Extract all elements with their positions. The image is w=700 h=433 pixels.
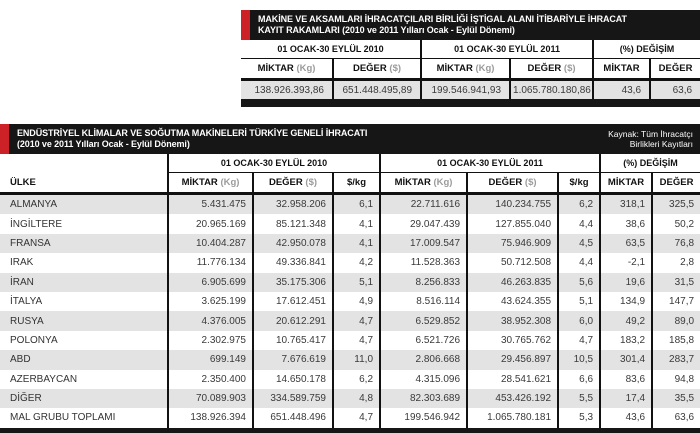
value-cell: 127.855.040 — [467, 214, 558, 233]
value-cell: 11,0 — [333, 350, 380, 369]
table-row — [0, 311, 700, 330]
value-cell: 5,1 — [333, 273, 380, 292]
column-header-row — [241, 59, 700, 80]
per-kg-2011-header: $/kg — [558, 173, 600, 194]
value-cell: 4,4 — [558, 214, 600, 233]
value-cell: 29.456.897 — [467, 350, 558, 369]
value-cell: 38.952.308 — [467, 311, 558, 330]
source-note — [604, 127, 700, 152]
table-row — [0, 389, 700, 408]
value-cell: 5.431.475 — [168, 194, 253, 215]
country-cell: İRAN — [10, 276, 34, 288]
value-cell: 83,6 — [600, 370, 652, 389]
title-line-2: KAYIT RAKAMLARI (2010 ve 2011 Yılları Ocak - Eylül Dönemi) — [258, 25, 515, 35]
value-cell: 4,4 — [558, 253, 600, 272]
table-row — [0, 234, 700, 253]
value-cell: 4.315.096 — [380, 370, 467, 389]
table-row — [0, 273, 700, 292]
value-cell: 49.336.841 — [253, 253, 333, 272]
miktar-2011-header: MİKTAR (Kg) — [421, 59, 510, 80]
value-cell: 183,2 — [600, 331, 652, 350]
ac-table-title — [9, 126, 604, 153]
value-cell: 10.404.287 — [168, 234, 253, 253]
country-cell: FRANSA — [10, 237, 51, 249]
value-cell: 50.712.508 — [467, 253, 558, 272]
value-cell: 2.350.400 — [168, 370, 253, 389]
table-row — [241, 80, 700, 100]
value-cell: 2.806.668 — [380, 350, 467, 369]
value-cell: 334.589.759 — [253, 389, 333, 408]
value-cell: 138.926.393,86 — [254, 84, 324, 96]
table-row — [0, 331, 700, 350]
value-cell: 301,4 — [600, 350, 652, 369]
change-miktar-header: MİKTAR — [593, 59, 650, 80]
title-line-2: (2010 ve 2011 Yılları Ocak - Eylül Dönemi) — [17, 139, 190, 149]
value-cell: 6.905.699 — [168, 273, 253, 292]
machinery-table-body — [241, 80, 700, 100]
period-2010-header: 01 OCAK-30 EYLÜL 2010 — [168, 154, 380, 173]
value-cell: 63,6 — [650, 80, 700, 100]
value-cell: 699.149 — [168, 350, 253, 369]
machinery-export-table-section — [241, 10, 700, 107]
value-cell: 17,4 — [600, 389, 652, 408]
usd-unit-label: ($) — [563, 63, 576, 74]
per-kg-2010-header: $/kg — [333, 173, 380, 194]
value-cell: 70.089.903 — [168, 389, 253, 408]
deger-2010-header: DEĞER ($) — [253, 173, 333, 194]
country-cell: IRAK — [10, 257, 34, 269]
value-cell: 138.926.394 — [168, 408, 253, 427]
country-export-table — [0, 154, 700, 428]
table-row — [0, 350, 700, 369]
machinery-export-table — [241, 40, 700, 99]
value-cell: 6,2 — [558, 194, 600, 215]
value-cell: 76,8 — [652, 234, 700, 253]
value-cell: 11.776.134 — [168, 253, 253, 272]
period-group-header-row — [241, 40, 700, 59]
source-line-2: Birlikleri Kayıtları — [629, 139, 693, 149]
value-cell: 35,5 — [652, 389, 700, 408]
value-cell: 1.065.780.181 — [467, 408, 558, 427]
value-cell: 30.765.762 — [467, 331, 558, 350]
title-line-1: ENDÜSTRİYEL KLİMALAR VE SOĞUTMA MAKİNELERİ TÜRKİYE GENELİ İHRACATI — [17, 127, 368, 138]
machinery-table-title-banner — [241, 10, 700, 40]
value-cell: 49,2 — [600, 311, 652, 330]
value-cell: 2.302.975 — [168, 331, 253, 350]
period-2010-header: 01 OCAK-30 EYLÜL 2010 — [241, 40, 421, 59]
country-cell: ABD — [10, 354, 31, 366]
value-cell: 4.376.005 — [168, 311, 253, 330]
period-2011-header: 01 OCAK-30 EYLÜL 2011 — [421, 40, 593, 59]
value-cell: 4,8 — [333, 389, 380, 408]
value-cell: 17.009.547 — [380, 234, 467, 253]
value-cell: 19,6 — [600, 273, 652, 292]
value-cell: 4,7 — [333, 331, 380, 350]
value-cell: 6.529.852 — [380, 311, 467, 330]
miktar-2011-header: MİKTAR (Kg) — [380, 173, 467, 194]
usd-unit-label: ($) — [524, 177, 537, 188]
deger-2011-header: DEĞER ($) — [510, 59, 593, 80]
value-cell: 4,1 — [333, 214, 380, 233]
value-cell: 318,1 — [600, 194, 652, 215]
table-row — [0, 370, 700, 389]
value-cell: 28.541.621 — [467, 370, 558, 389]
value-cell: 43.624.355 — [467, 292, 558, 311]
value-cell: 7.676.619 — [253, 350, 333, 369]
kg-unit-label: (Kg) — [296, 63, 316, 74]
country-cell: ALMANYA — [10, 199, 58, 211]
table-row — [0, 253, 700, 272]
title-line-1: MAKİNE VE AKSAMLARI İHRACATÇILARI BİRLİĞİ İŞTİGAL ALANI İTİBARİYLE İHRACAT — [258, 13, 627, 24]
table-row — [0, 292, 700, 311]
value-cell: 46.263.835 — [467, 273, 558, 292]
change-deger-header: DEĞER — [652, 173, 700, 194]
industrial-ac-export-table-section — [0, 124, 700, 433]
miktar-2010-header: MİKTAR (Kg) — [168, 173, 253, 194]
table-row — [0, 408, 700, 427]
value-cell: 17.612.451 — [253, 292, 333, 311]
value-cell: 199.546.941,93 — [421, 80, 510, 100]
value-cell: 82.303.689 — [380, 389, 467, 408]
value-cell: 63,6 — [652, 408, 700, 427]
value-cell: 5,1 — [558, 292, 600, 311]
value-cell: 2,8 — [652, 253, 700, 272]
table-bottom-bar — [241, 99, 700, 107]
value-cell: 4,1 — [333, 234, 380, 253]
deger-2011-header: DEĞER ($) — [467, 173, 558, 194]
country-cell: İNGİLTERE — [10, 218, 63, 230]
value-cell: 6,1 — [333, 194, 380, 215]
kg-unit-label: (Kg) — [475, 63, 495, 74]
value-cell: 31,5 — [652, 273, 700, 292]
table-row — [0, 194, 700, 215]
value-cell: 85.121.348 — [253, 214, 333, 233]
value-cell: -2,1 — [600, 253, 652, 272]
country-cell: İTALYA — [10, 296, 43, 308]
country-cell: POLONYA — [10, 334, 58, 346]
value-cell: 6,0 — [558, 311, 600, 330]
value-cell: 20.612.291 — [253, 311, 333, 330]
value-cell: 35.175.306 — [253, 273, 333, 292]
ac-table-title-banner — [0, 124, 700, 154]
value-cell: 43,6 — [600, 408, 652, 427]
machinery-table-title — [250, 12, 700, 39]
kg-unit-label: (Kg) — [433, 177, 453, 188]
value-cell: 20.965.169 — [168, 214, 253, 233]
usd-unit-label: ($) — [305, 177, 318, 188]
value-cell: 63,5 — [600, 234, 652, 253]
value-cell: 4,2 — [333, 253, 380, 272]
value-cell: 38,6 — [600, 214, 652, 233]
value-cell: 3.625.199 — [168, 292, 253, 311]
kg-unit-label: (Kg) — [220, 177, 240, 188]
value-cell: 4,9 — [333, 292, 380, 311]
value-cell: 43,6 — [593, 80, 650, 100]
value-cell: 8.256.833 — [380, 273, 467, 292]
value-cell: 199.546.942 — [380, 408, 467, 427]
change-miktar-header: MİKTAR — [600, 173, 652, 194]
value-cell: 11.528.363 — [380, 253, 467, 272]
percent-change-header: (%) DEĞİŞİM — [600, 154, 700, 173]
value-cell: 651.448.496 — [253, 408, 333, 427]
country-table-body — [0, 194, 700, 428]
value-cell: 147,7 — [652, 292, 700, 311]
value-cell: 134,9 — [600, 292, 652, 311]
value-cell: 32.958.206 — [253, 194, 333, 215]
value-cell: 10.765.417 — [253, 331, 333, 350]
value-cell: 89,0 — [652, 311, 700, 330]
value-cell: 4,7 — [333, 408, 380, 427]
period-2011-header: 01 OCAK-30 EYLÜL 2011 — [380, 154, 600, 173]
deger-2010-header: DEĞER ($) — [333, 59, 421, 80]
value-cell: 185,8 — [652, 331, 700, 350]
value-cell: 14.650.178 — [253, 370, 333, 389]
value-cell: 283,7 — [652, 350, 700, 369]
table-row — [0, 214, 700, 233]
country-column-header: ÜLKE — [0, 154, 168, 194]
value-cell: 4,7 — [333, 311, 380, 330]
country-cell: RUSYA — [10, 315, 44, 327]
value-cell: 651.448.495,89 — [333, 80, 421, 100]
percent-change-header: (%) DEĞİŞİM — [593, 40, 700, 59]
miktar-2010-header: MİKTAR (Kg) — [241, 59, 333, 80]
country-cell: AZERBAYCAN — [10, 373, 78, 385]
value-cell: 29.047.439 — [380, 214, 467, 233]
value-cell: 22.711.616 — [380, 194, 467, 215]
value-cell: 5,6 — [558, 273, 600, 292]
source-line-1: Kaynak: Tüm İhracatçı — [608, 128, 693, 139]
country-cell: MAL GRUBU TOPLAMI — [10, 412, 116, 424]
value-cell: 6.521.726 — [380, 331, 467, 350]
value-cell: 6,6 — [558, 370, 600, 389]
value-cell: 8.516.114 — [380, 292, 467, 311]
value-cell: 5,3 — [558, 408, 600, 427]
change-deger-header: DEĞER — [650, 59, 700, 80]
value-cell: 1.065.780.180,86 — [510, 80, 593, 100]
value-cell: 325,5 — [652, 194, 700, 215]
value-cell: 4,7 — [558, 331, 600, 350]
value-cell: 75.946.909 — [467, 234, 558, 253]
country-cell: DİĞER — [10, 393, 42, 405]
value-cell: 50,2 — [652, 214, 700, 233]
value-cell: 5,5 — [558, 389, 600, 408]
value-cell: 4,5 — [558, 234, 600, 253]
value-cell: 94,8 — [652, 370, 700, 389]
value-cell: 453.426.192 — [467, 389, 558, 408]
usd-unit-label: ($) — [389, 63, 402, 74]
value-cell: 6,2 — [333, 370, 380, 389]
value-cell: 140.234.755 — [467, 194, 558, 215]
value-cell: 42.950.078 — [253, 234, 333, 253]
value-cell: 10,5 — [558, 350, 600, 369]
period-group-header-row — [0, 154, 700, 173]
